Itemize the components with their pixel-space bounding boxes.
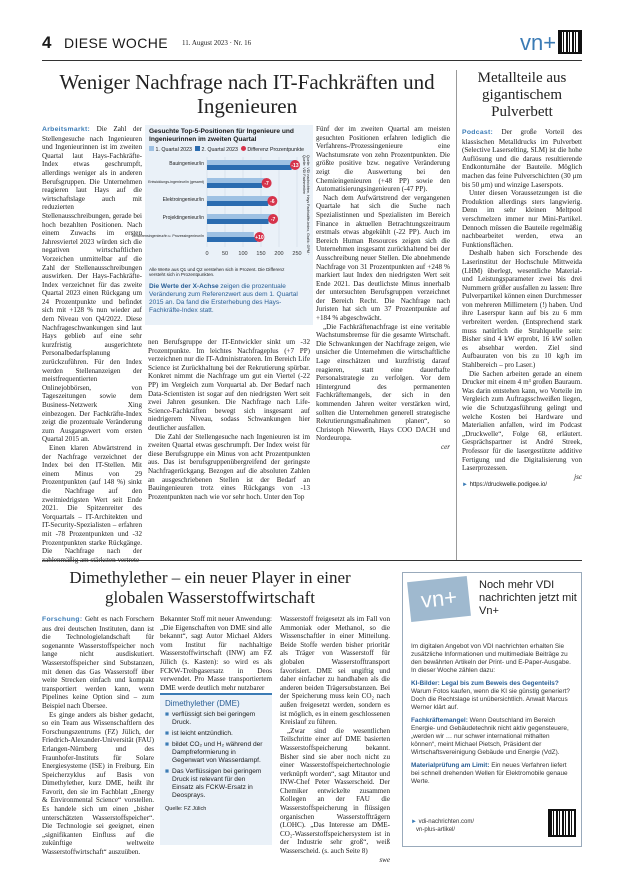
bar-q1 bbox=[207, 232, 254, 237]
main-text-1: Die Zahl der Stellengesuche nach Ingenieuren und Ingenieurinnen ist im zweiten Quartal laut Hays-Fachkräfte-Index etwas geschrumpft, allerdings weniger als in anderen Berufsgruppen. Die Unternehmen reagieren laut Hays auf die wirtschaftslage auch mit reduzierten Stellenausschreibungen, gerade bei hoch bezahlten Positionen. Nach einem Zuwachs im ersten Jahresviertel 2023 würden sich die negativen wirtschaftlichen Vorzeichen unmittelbar auf die Zahl der Stellenausschreibungen auswirken. Der Hays-Fachkräfte-Index verzeichnet für das zweite Quartal 2023 einen Rückgang um 24 Prozentpunkte und befindet sich mit +128 % nun wieder auf dem Niveau von Q4/2022. Diese Nachfrageschwankungen sind laut Hays geblieb auf eine sehr kurzfristig ausgerichtete Personalbedarfsplanung zurückzuführen. Für den Index werden Stellenanzeigen der meistfrequentierten Onlinejobbörsen, von Tageszeitungen sowie dem Business-Netzwerk Xing einbezogen. Der Fachkräfte-Index zeigt die prozentuale Veränderung zum Ausgangswert vom ersten Quartal 2015 an. bbox=[42, 125, 142, 444]
main-text-3b: Nach dem Aufwärtstrend der vergangenen Quartale hat sich die Suche nach Spezialistinnen und Spezialisten im Bereich Finance in aktuellen Betrachtungszeitraum erstmals etwas abgekühlt (-22 PP). Auch im Bereich Human Resources zeigen sich die Unternehmen insgesamt zurückhaltend bei der Ausschreibung neuer Stellen. Die abnehmende Nachfrage von 31 Prozentpunkten auf +248 % markiert laut Index den niedrigsten Wert seit Ende 2021. Das deutlichste Minus innerhalb der untersuchten Berufsgruppen verzeichnet der Bereich Recht. Die Nachfrage nach Juristen hat sich um 37 Prozentpunkte auf +184 % abgeschwächt. bbox=[316, 193, 450, 323]
right-text-4: Die Sachen arbeiten gerade an einem Drucker mit einem 4 m³ großen Bauraum. Was darin entstehen kann, wo Vorteile im Vergleich zum Auftragsschweißen liegen, wie die Schutzgasführung gelingt und welche Kosten bei Hardware und Materialien anfallen, wird im Podcast „Druckwelle“, Folge 68, erläutert. Gesprächspartner ist André Streek, Professor für die lasergestützte additive Fertigung und die Digitalisierung von Laserprozessen. bbox=[462, 369, 582, 473]
right-headline: Metallteile aus gigantischem Pulverbett bbox=[477, 70, 567, 120]
dme-box-source: Quelle: FZ Jülich bbox=[165, 806, 207, 812]
right-text-1: Der große Vorteil des klassischen Metalldrucks im Pulverbett (Selective Laserselting, SLM) ist die hohe Auflösung und die daraus resultierende Endkonturnähe der Bauteile. Möglich machen das feine Pulverschichten (30 μm bis 50 μm) und winzige Laserspots. bbox=[462, 128, 582, 189]
x-tick-label: 150 bbox=[256, 251, 266, 257]
bullet-icon: ■ bbox=[165, 711, 169, 718]
bottom-text-1b: Es ginge anders als bisher gedacht, so ein Team aus Wissenschaftlern des Forschungszentrums (FZ) Jülich, der Friedrich-Alexander-Universität (FAU) Erlangen-Nürnberg und des Fraunhofer-Instituts für Solare Energiesysteme (ISE) in Freiburg. Ein Speicherzyklus auf Basis von Dimethylether, kurz DME, heißt ihr Favorit, den sie im Fachblatt „Energy & Environmental Science“ vorstellen. Es handele sich um einen „bisher unterschätzten Wasserstoffspeicher“. Die Technologie sei geeignet, einen „signifikanten Einfluss auf die zukünftige weltweite Wasserstoffwirtschaft“ auszuüben. bbox=[42, 710, 154, 857]
promo-body bbox=[411, 643, 575, 791]
main-text-3: Fünf der im zweiten Quartal am meisten gesuchten Positionen erfahren lediglich die Verfahrens-/Prozessingenieure eine Wachstumsrate von zehn Prozentpunkten. Die größte positive bzw. negative Veränderung zeigt die Auswertung bei den Chemieingenieuren (+48 PP) sowie den Automatisierungsingenieuren (-47 PP). bbox=[316, 125, 450, 194]
category-label: Entwicklungs-ingenieur/in (gesamt) bbox=[148, 180, 204, 184]
legend-q1: 1. Quartal 2023 bbox=[155, 147, 192, 153]
category-label: Bauingenieur/in bbox=[169, 161, 204, 167]
category-label: Elektroingenieur/in bbox=[162, 197, 204, 203]
bottom-column-2 bbox=[160, 615, 272, 692]
bottom-text-3: Wasserstoff freigesetzt als im Fall von Ammoniak oder Methanol, so die Wissenschaftler in einer Mitteilung. Beide Stoffe werden bisher prioritär als Träger von Wasserstoff für globalen Wasserstofftransport favorisiert. DME sei ungiftig und daher einfacher zu handhaben als die anderen beiden Trägersubstanzen. Bei der Speicherung muss kein CO₂ nach außen freigesetzt werden, sondern es ist möglich, es in einem geschlossenen Kreislauf zu führen. bbox=[280, 615, 390, 727]
bottom-text-2: Bekannter Stoff mit neuer Anwendung: „Die Eigenschaften von DME sind alle bekannt“, sagt Autor Michael Alders vom Institut für nachhaltige Wasserstoffwirtschaft (INW) am FZ Jülich (s. Kasten): so wird es als FCKW-Treibgasersatz in Deos verwendet. Pro Masse transportiertem DME werde deutlich mehr nutzbarer bbox=[160, 615, 272, 692]
page-header bbox=[42, 30, 582, 60]
promo-link-2[interactable]: vn-plus-artikel/ bbox=[416, 827, 456, 833]
diff-label: +10 bbox=[255, 235, 264, 241]
main-text-3c: „Die Fachkräftenachfrage ist eine veritable Wachstumsbremse für die gesamte Wirtschaft. Die Schwankungen der Nachfrage zeigen, wie unsicher die Unternehmen die wirtschaftliche Lage einschätzen und kurzfristig darauf reagieren, statt eine dauerhafte Personalstrategie zu verfolgen. Vor dem Hintergrund des permanenten Fachkräftemangels, der sich in den kommenden Jahren weiter verstärken wird, sollten die Unternehmen generell strategische Rekrutierungsmaßnahmen planen“, so Christoph Niewerth, Hays COO DACH und Nordeuropa. bbox=[316, 322, 450, 443]
dme-box-title: Dimethylether (DME) bbox=[165, 699, 240, 708]
main-text-2b: Die Zahl der Stellengesuche nach Ingenieuren ist im zweiten Quartal etwas geschrumpft. Der Index weist für diese Berufsgruppe ein Minus von acht Prozentpunkten aus. Das ist berufsgruppenübergreifend der geringste Nachfragerückgang. Bezogen auf die absoluten Zahlen an ausgeschriebenen Stellen ist der Bedarf an Bauingenieuren trotz eines Rückgangs von -13 Prozentpunkten nach wie vor sehr hoch. Unter den Top bbox=[148, 432, 310, 501]
diff-label: -7 bbox=[264, 181, 269, 187]
bar-q1 bbox=[207, 160, 296, 165]
chart-source: Quelle: VDI nachrichten, Hays Fachkräfte-Index, Grafik: GPM · Quelle: VDI Fachmedien bbox=[302, 155, 310, 256]
bar-q1 bbox=[207, 178, 265, 183]
main-text-2: nen Berufsgruppe der IT-Entwickler sinkt um -32 Prozentpunkte. Im leichtes Nachfrageplus (+7 PP) verzeichnen nur die IT-Administratoren. Im Bereich Life Science ist Zurückhaltung bei der Rekrutierung spürbar. Konkret nimmt die Nachfrage um gut ein Viertel (-22 PP) im Vergleich zum Vorquartal ab. Der Bedarf nach Data-Scientisten ist sogar auf den niedrigsten Wert seit zwei Jahren gesunken. Die Nachfrage nach Life-Science-Fachkräften bewegt sich insgesamt auf niedrigerem Niveau, sodass Schwankungen hier deutlicher ausfallen. bbox=[148, 338, 310, 432]
bar-chart bbox=[131, 155, 305, 265]
x-tick-label: 250 bbox=[292, 251, 302, 257]
dme-item-1: verflüssigt sich bei geringem Druck. bbox=[171, 711, 256, 726]
right-column-rule bbox=[456, 70, 457, 560]
bottom-column-1 bbox=[42, 615, 154, 857]
main-author: cer bbox=[440, 442, 450, 451]
bar-q1 bbox=[207, 214, 271, 219]
bar-q2 bbox=[207, 183, 262, 188]
diff-label: -6 bbox=[270, 199, 275, 205]
bottom-text-3b: „Zwar sind die wesentlichen Teilschritte einer auf DME basierten Wasserstoffspeicherung bekannt. Bisher sind sie aber noch nicht zu einer Wasserstoffspeichertechnologie verknüpft worden“, sagt Mitautor und INW-Chef Peter Wasserscheid. Der Chemiker entwickelte zusammen Kollegen an der FAU die Wasserstoffspeicherung in flüssigen organischen Wasserstoffträgern (LOHC). „Das Interesse am DME-CO₂-Wasserstoffspeichersystem ist in der Industrie sehr groß“, weiß Wasserscheid. (s. auch Seite 8) bbox=[280, 726, 390, 856]
diff-label: -13 bbox=[291, 163, 299, 169]
promo-item-1: Warum Fotos kaufen, wenn die KI sie günstig generiert? Doch die Rechtslage ist unübersichtlich. Anwalt Marcus Werner klärt auf. bbox=[411, 688, 570, 711]
chart-caption bbox=[149, 283, 307, 315]
right-column-text: Podcast: Der große Vorteil des klassischen Metalldrucks im Pulverbett (Selective Laserselting, SLM) ist die hohe Auflösung und die daraus resultierende Endkonturnähe der Bauteile. Möglich machen das feine Pulverschichten (30 μm bis 50 μm) und winzige Laserspots. Unter diesen Voraussetzungen ist die Produktion allerdings sters langwierig. Denn im sehr kleinen Meltpool verschmelzen immer nur Mini-Partikel. Dennoch müssen die Bauteile regelmäßig nachbearbeitet werden, etwa an Funktionsflächen. Deshalb haben sich Forschende des Laserinstitut der Hochschule Mittweida (LHM) überlegt, wesentliche Material- und Leistungsparameter zwei bis drei Nummern größer ausfallen zu lassen: Ihre Pulverpartikel können einen Durchmesser von mehreren Millimetern (!) haben. Und ihre Laserspur kann auf bis zu 6 mm verbreitert werden. (Entsprechend stark muss natürlich die Strahlquelle sein: Bisher sind 4 kW erprobt, 16 kW sollen es absehbar werden. Ziel sind Aufbauraten von bis zu 10 kg/h im Stahlbereich – pro Laser.) Die Sachen arbeiten gerade an einem Drucker mit einem 4 m³ großen Bauraum. Was darin entstehen kann, wo Vorteile im Vergleich zum Auftragsschweißen liegen, wie die Schutzgasführung gelingt und welche Kosten bei Hardware und Materialien anfallen, wird im Podcast „Druckwelle“, Folge 68, erläutert. Gesprächspartner ist André Streek, Professor für die lasergestützte additive Fertigung und die Digitalisierung von Laserprozessen. jsc ► https://druckwelle.podigee.io/ bbox=[462, 128, 582, 489]
chart-box bbox=[131, 125, 313, 325]
x-tick-label: 0 bbox=[205, 251, 209, 257]
vn-plus-logo-text: vn+ bbox=[419, 584, 459, 613]
main-headline: Weniger Nachfrage nach IT-Fachkräften und Ingenieuren bbox=[59, 70, 435, 118]
legend-q2: 2. Quartal 2023 bbox=[201, 147, 238, 153]
dme-item-4: Das Verflüssigen bei geringem Druck ist relevant für den Einsatz als FCKW-Ersatz in Deosprays. bbox=[171, 768, 262, 799]
promo-item-2-title[interactable]: Fachkräftemangel: bbox=[411, 717, 468, 724]
promo-title: Noch mehr VDI nachrichten jetzt mit Vn+ bbox=[479, 579, 577, 617]
right-text-2: Unter diesen Voraussetzungen ist die Produktion allerdings sters langwierig. Denn im sehr kleinen Meltpool verschmelzen immer nur Mini-Partikel. Dennoch müssen die Bauteile regelmäßig nachbearbeitet werden, etwa an Funktionsflächen. bbox=[462, 189, 582, 249]
main-column-1 bbox=[42, 125, 142, 564]
bullet-icon: ■ bbox=[165, 768, 169, 775]
right-kicker: Podcast: bbox=[462, 129, 494, 136]
vn-plus-logo-block bbox=[407, 576, 471, 622]
bar-q2 bbox=[207, 165, 292, 170]
legend-diff: Differenz Prozentpunkte bbox=[247, 147, 305, 153]
dme-item-2: ist leicht entzündlich. bbox=[171, 730, 233, 737]
section-divider bbox=[42, 560, 582, 561]
bullet-icon: ■ bbox=[165, 730, 169, 737]
chart-caption-text: zeigen die prozentuale Veränderung zum Referenzwert aus dem 1. Quartal 2015 an. Da fand die Ersterhebung des Hays-Fachkräfte-Index statt. bbox=[149, 283, 298, 314]
x-tick-label: 100 bbox=[238, 251, 248, 257]
x-tick-label: 50 bbox=[221, 251, 229, 257]
dme-item-3: bildet CO₂ und H₂ während der Dampfreformierung in Gegenwart von Wasserdampf. bbox=[171, 741, 263, 764]
bar-q2 bbox=[207, 201, 268, 206]
chart-note: Alle Werte aus Q1 und Q2 verstehen sich in Prozent. Die Differenz versteht sich in Prozentpunkten. bbox=[149, 267, 285, 278]
bar-q1 bbox=[207, 196, 270, 201]
qr-code-icon[interactable] bbox=[558, 30, 582, 54]
promo-item-3: Ein neues Verfahren liefert bei schnell drehenden Wellen für Elektromobile genaue Werte. bbox=[411, 762, 568, 785]
bottom-text-1: Geht es nach Forschern aus drei deutschen Instituten, dann ist die Technologielandschaft für sogenannte Wasserstoffspeicher noch lange nicht ausdiskutiert. Wasserstoffspeicher sind Substanzen, mit denen das Gas Wasserstoff über weite Strecken einfach und kompakt transportiert werden kann, wenn Pipelines keine Option sind – zum Beispiel nach Übersee. bbox=[42, 615, 155, 710]
bar-q2 bbox=[207, 237, 257, 242]
promo-item-3-title[interactable]: Materialprüfung am Limit: bbox=[411, 762, 490, 769]
main-column-2 bbox=[148, 338, 310, 501]
chart-legend bbox=[149, 146, 304, 153]
dme-info-box bbox=[160, 693, 272, 845]
category-label: Verfahrensingenieur/in u. Prozessingenieur/in bbox=[131, 234, 204, 238]
vn-plus-logo: vn+ bbox=[520, 30, 557, 55]
bottom-headline: Dimethylether – ein neuer Player in einer globalen Wasserstoffwirtschaft bbox=[69, 568, 351, 607]
chart-title: Gesuchte Top-5-Positionen für Ingenieure und Ingenieurinnen im zweiten Quartal bbox=[149, 128, 294, 143]
bottom-author: swe bbox=[379, 855, 390, 864]
bottom-kicker: Forschung: bbox=[42, 616, 83, 623]
bar-q2 bbox=[207, 219, 269, 224]
main-column-3 bbox=[316, 125, 450, 452]
main-kicker: Arbeitsmarkt: bbox=[42, 126, 91, 133]
promo-item-2: Wenn Deutschland im Bereich Energie- und Gebäudetechnik nicht aktiv gegensteuere, „werden wir … nur schwer international mithalten können“, meint Michael Pietsch, Präsident der Wirtschaftsvereinigung Gebäude und Energie (VdZ). bbox=[411, 717, 569, 756]
diff-label: -7 bbox=[270, 217, 276, 223]
promo-intro: Im digitalen Angebot von VDI nachrichten erhalten Sie zusätzliche Informationen und multimediale Beiträge zu den bewährten Artikeln der Print- und E-Paper-Ausgabe. In dieser Woche zählen dazu: bbox=[411, 643, 571, 674]
page-number: 4 bbox=[42, 33, 52, 52]
podcast-link[interactable]: https://druckwelle.podigee.io/ bbox=[469, 482, 548, 489]
main-text-1b: Einen klaren Abwärtstrend in der Nachfrage verzeichnet der Index bei den IT-Stellen. Mit einem Minus von 29 Prozentpunkten (auf 148 %) sinkt die Nachfrage auf den zweitniedrigsten Wert seit Ende 2021. Die Spitzenreiter des Vorquartals – IT-Architekten und IT-Security-Spezialisten – erfahren mit -78 Prozentpunkten und -32 Prozentpunkten starke Rückgänge. Die Nachfrage nach der zahlenmäßig am stärksten vertrete- bbox=[42, 443, 142, 564]
promo-item-1-title[interactable]: KI-Bilder: Legal bis zum Beweis des Gegenteils? bbox=[411, 680, 559, 687]
header-rule bbox=[42, 60, 582, 61]
issue-meta: 11. August 2023 · Nr. 16 bbox=[182, 39, 252, 47]
x-tick-label: 200 bbox=[274, 251, 284, 257]
bottom-column-3 bbox=[280, 615, 390, 864]
right-text-3: Deshalb haben sich Forschende des Laserinstitut der Hochschule Mittweida (LHM) überlegt, wesentliche Material- und Leistungsparameter zwei bis drei Nummern größer ausfallen zu lassen: Ihre Pulverpartikel können einen Durchmesser von mehreren Millimetern (!) haben. Und ihre Laserspur kann auf bis zu 6 mm verbreitert werden. (Entsprechend stark muss natürlich die Strahlquelle sein: Bisher sind 4 kW erprobt, 16 kW sollen es absehbar werden. Ziel sind Aufbauraten von bis zu 10 kg/h im Stahlbereich – pro Laser.) bbox=[462, 249, 582, 370]
promo-link[interactable]: ► vdi-nachrichten.com/ vn-plus-artikel/ bbox=[411, 819, 474, 833]
bullet-icon: ■ bbox=[165, 741, 169, 748]
promo-qr-code-icon[interactable] bbox=[548, 809, 576, 837]
vn-plus-promo-box bbox=[402, 572, 582, 847]
section-title: DIESE WOCHE bbox=[64, 35, 168, 51]
category-label: Projektingenieur/in bbox=[162, 215, 204, 221]
promo-link-1[interactable]: vdi-nachrichten.com/ bbox=[418, 819, 474, 825]
right-author: jsc bbox=[574, 472, 582, 481]
chart-caption-bold: Die Werte der X-Achse bbox=[149, 283, 219, 290]
